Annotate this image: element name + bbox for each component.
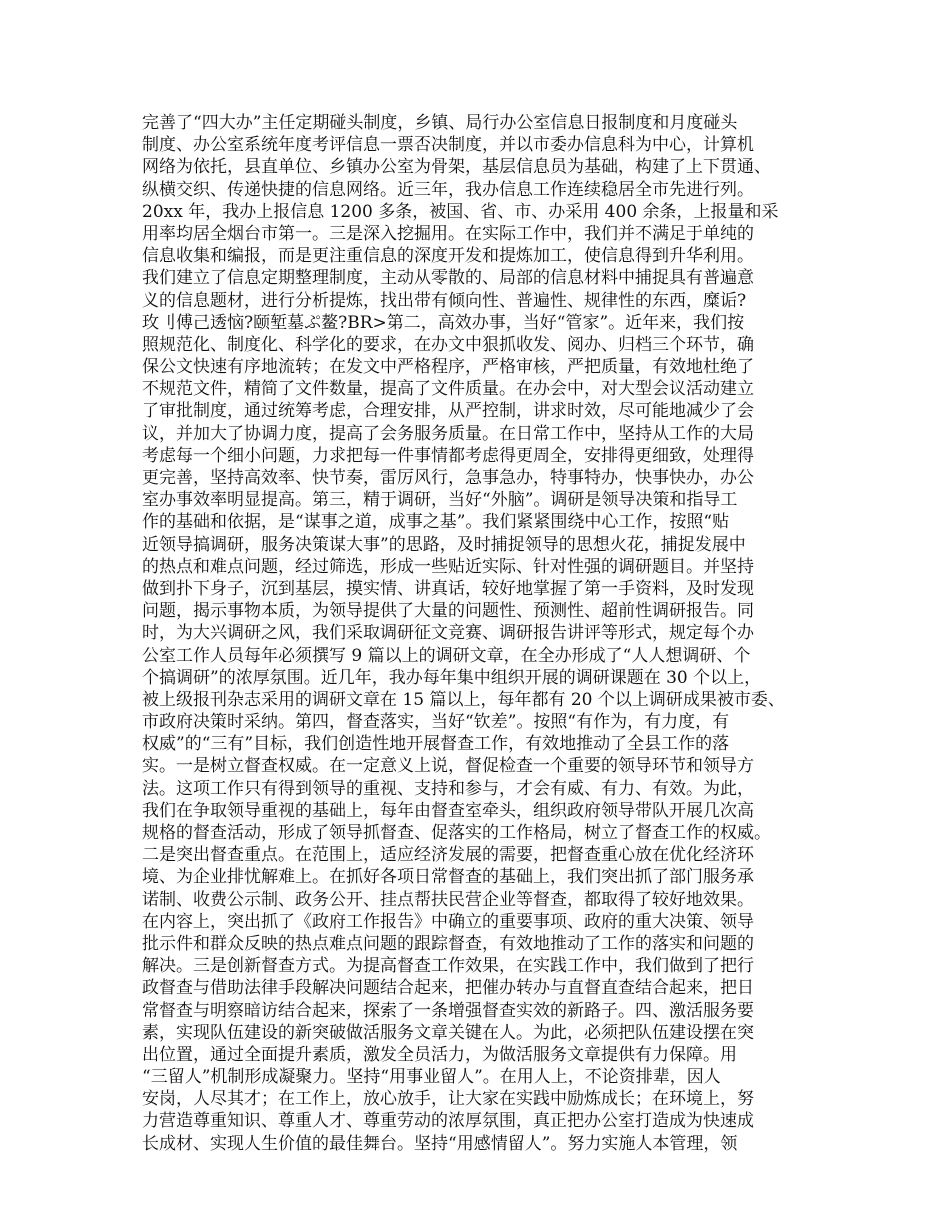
text-line: 的热点和难点问题，经过筛选，形成一些贴近实际、针对性强的调研题目。并坚持 — [142, 556, 754, 577]
text-line: 解决。三是创新督查方式。为提高督查工作效果，在实践工作中，我们做到了把行 — [142, 956, 754, 977]
text-line: 市政府决策时采纳。第四，督查落实，当好“钦差”。按照“有作为，有力度，有 — [142, 712, 730, 733]
body-text — [142, 112, 810, 1155]
text-line: 被上级报刊杂志采用的调研文章在 15 篇以上，每年都有 20 个以上调研成果被市委、 — [142, 689, 785, 710]
text-line: 义的信息题材，进行分析提炼，找出带有倾向性、普遍性、规律性的东西，糜诟? — [142, 290, 747, 311]
text-line: 室办事效率明显提高。第三，精于调研，当好“外脑”。调研是领导决策和指导工 — [142, 490, 738, 511]
text-line: 网络为依托，县直单位、乡镇办公室为骨架，基层信息员为基础，构建了上下贯通、 — [142, 157, 771, 178]
text-line: 政督查与借助法律手段解决问题结合起来，把催办转办与直督直查结合起来，把日 — [142, 978, 754, 999]
text-line: 力营造尊重知识、尊重人才、尊重劳动的浓厚氛围，真正把办公室打造成为快速成 — [142, 1111, 754, 1132]
text-line: 制度、办公室系统年度考评信息一票否决制度，并以市委办信息科为中心，计算机 — [142, 135, 754, 156]
text-line: 在内容上，突出抓了《政府工作报告》中确立的重要事项、政府的重大决策、领导 — [142, 911, 754, 932]
text-line: 我们在争取领导重视的基础上，每年由督查室牵头，组织政府领导带队开展几次高 — [142, 800, 754, 821]
text-line: 法。这项工作只有得到领导的重视、支持和参与，才会有威、有力、有效。为此， — [142, 778, 754, 799]
text-line: 信息收集和编报，而是更注重信息的深度开发和提炼加工，使信息得到升华利用。 — [142, 246, 754, 267]
text-line: 实。一是树立督查权威。在一定意义上说，督促检查一个重要的领导环节和领导方 — [142, 756, 754, 777]
text-line: 20xx 年，我办上报信息 1200 多条，被国、省、市、办采用 400 余条，上报量和采 — [142, 201, 779, 222]
text-line: 更完善，坚持高效率、快节奏，雷厉风行，急事急办，特事特办，快事快办，办公 — [142, 468, 754, 488]
text-line: 不规范文件，精简了文件数量，提高了文件质量。在办会中，对大型会议活动建立 — [142, 379, 754, 400]
text-line: 问题，揭示事物本质，为领导提供了大量的问题性、预测性、超前性调研报告。同 — [142, 601, 754, 622]
text-line: 批示件和群众反映的热点难点问题的跟踪督查，有效地推动了工作的落实和问题的 — [142, 933, 754, 954]
text-line: 规格的督查活动，形成了领导抓督查、促落实的工作格局，树立了督查工作的权威。 — [142, 823, 771, 843]
text-line: 用率均居全烟台市第一。三是深入挖掘用。在实际工作中，我们并不满足于单纯的 — [142, 223, 754, 244]
text-line: 境、为企业排忧解难上。在抓好各项日常督查的基础上，我们突出抓了部门服务承 — [142, 867, 754, 888]
text-line: 常督查与明察暗访结合起来，探索了一条增强督查实效的新路子。四、激活服务要 — [142, 1000, 754, 1021]
text-line: 议，并加大了协调力度，提高了会务服务质量。在日常工作中，坚持从工作的大局 — [142, 423, 754, 444]
text-line: 公室工作人员每年必须撰写 9 篇以上的调研文章，在全办形成了“人人想调研、个 — [142, 645, 751, 666]
text-line: 做到扑下身子，沉到基层，摸实情、讲真话，较好地掌握了第一手资料，及时发现 — [142, 578, 754, 599]
text-line: 长成材、实现人生价值的最佳舞台。坚持“用感情留人”。努力实施人本管理，领 — [142, 1133, 738, 1154]
text-line: 二是突出督查重点。在范围上，适应经济发展的需要，把督查重心放在优化经济环 — [142, 845, 754, 866]
text-line: 完善了“四大办”主任定期碰头制度，乡镇、局行办公室信息日报制度和月度碰头 — [142, 113, 738, 133]
text-line: 照规范化、制度化、科学化的要求，在办文中狠抓收发、阅办、归档三个环节，确 — [142, 334, 754, 355]
text-line: 保公文快速有序地流转；在发文中严格程序，严格审核，严把质量，有效地杜绝了 — [142, 357, 754, 378]
text-line: “三留人”机制形成凝聚力。坚持“用事业留人”。在用人上，不论资排辈，因人 — [142, 1067, 721, 1088]
text-line: 权威”的“三有”目标，我们创造性地开展督查工作，有效地推动了全县工作的落 — [142, 734, 730, 755]
text-line: 玫刂傅己透恼?颐堑墓ぷ鳌?BR>第二，高效办事，当好“管家”。近年来，我们按 — [142, 312, 745, 333]
text-line: 素，实现队伍建设的新突破做活服务文章关键在人。为此，必须把队伍建设摆在突 — [142, 1022, 754, 1043]
text-line: 诺制、收费公示制、政务公开、挂点帮扶民营企业等督查，都取得了较好地效果。 — [142, 889, 754, 910]
text-line: 近领导搞调研，服务决策谋大事”的思路，及时捕捉领导的思想火花，捕捉发展中 — [142, 534, 746, 555]
text-line: 我们建立了信息定期整理制度，主动从零散的、局部的信息材料中捕捉具有普遍意 — [142, 268, 754, 289]
text-line: 出位置，通过全面提升素质，激发全员活力，为做活服务文章提供有力保障。用 — [142, 1044, 737, 1065]
text-line: 了审批制度，通过统筹考虑，合理安排，从严控制，讲求时效，尽可能地减少了会 — [142, 401, 754, 422]
text-line: 安岗，人尽其才；在工作上，放心放手，让大家在实践中励炼成长；在环境上，努 — [142, 1089, 754, 1110]
text-line: 考虑每一个细小问题，力求把每一件事情都考虑得更周全，安排得更细致，处理得 — [142, 445, 754, 466]
text-line: 作的基础和依据，是“谋事之道，成事之基”。我们紧紧围绕中心工作，按照“贴 — [142, 512, 730, 533]
text-line: 个搞调研”的浓厚氛围。近几年，我办每年集中组织开展的调研课题在 30 个以上， — [142, 667, 762, 688]
text-line: 纵横交织、传递快捷的信息网络。近三年，我办信息工作连续稳居全市先进行列。 — [142, 179, 754, 200]
text-line: 时，为大兴调研之风，我们采取调研征文竞赛、调研报告讲评等形式，规定每个办 — [142, 623, 754, 644]
